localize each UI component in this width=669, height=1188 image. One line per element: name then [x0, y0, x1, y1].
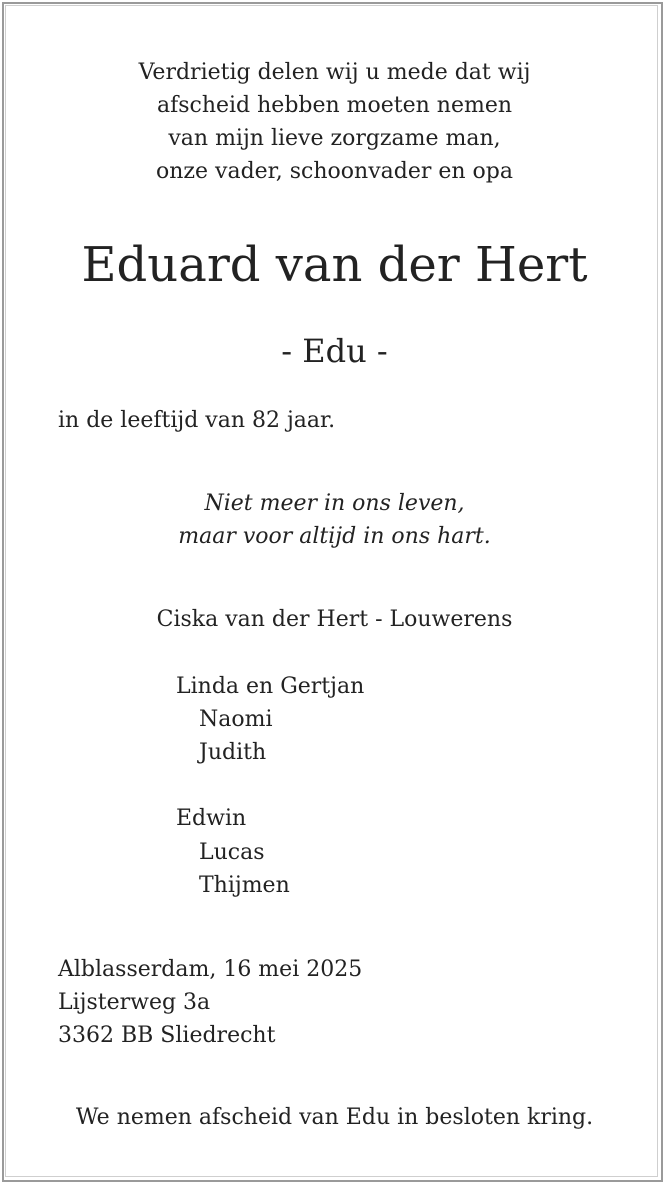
deceased-name: Eduard van der Hert — [81, 237, 588, 293]
grandchild-name: Thijmen — [199, 873, 290, 898]
child-name: Linda en Gertjan — [176, 674, 365, 699]
intro-text — [0, 56, 669, 188]
intro-line: onze vader, schoonvader en opa — [156, 159, 513, 184]
intro-line: afscheid hebben moeten nemen — [156, 93, 513, 118]
address-street: Lijsterweg 3a — [58, 990, 211, 1015]
closing-text: We nemen afscheid van Edu in besloten kring. — [75, 1105, 594, 1130]
spouse-name: Ciska van der Hert - Louwerens — [156, 607, 513, 632]
quote-line: maar voor altijd in ons hart. — [178, 524, 491, 549]
grandchild-name: Lucas — [199, 840, 265, 865]
memorial-quote — [0, 487, 669, 553]
deceased-nickname: - Edu - — [281, 332, 388, 370]
grandchild-name: Naomi — [199, 707, 273, 732]
address-city: 3362 BB Sliedrecht — [58, 1023, 276, 1048]
intro-line: Verdrietig delen wij u mede dat wij — [138, 60, 531, 85]
intro-line: van mijn lieve zorgzame man, — [168, 126, 501, 151]
grandchild-name: Judith — [199, 740, 267, 765]
child-name: Edwin — [176, 806, 247, 831]
quote-line: Niet meer in ons leven, — [204, 491, 465, 516]
age-text: in de leeftijd van 82 jaar. — [58, 408, 336, 433]
place-date: Alblasserdam, 16 mei 2025 — [58, 957, 363, 982]
